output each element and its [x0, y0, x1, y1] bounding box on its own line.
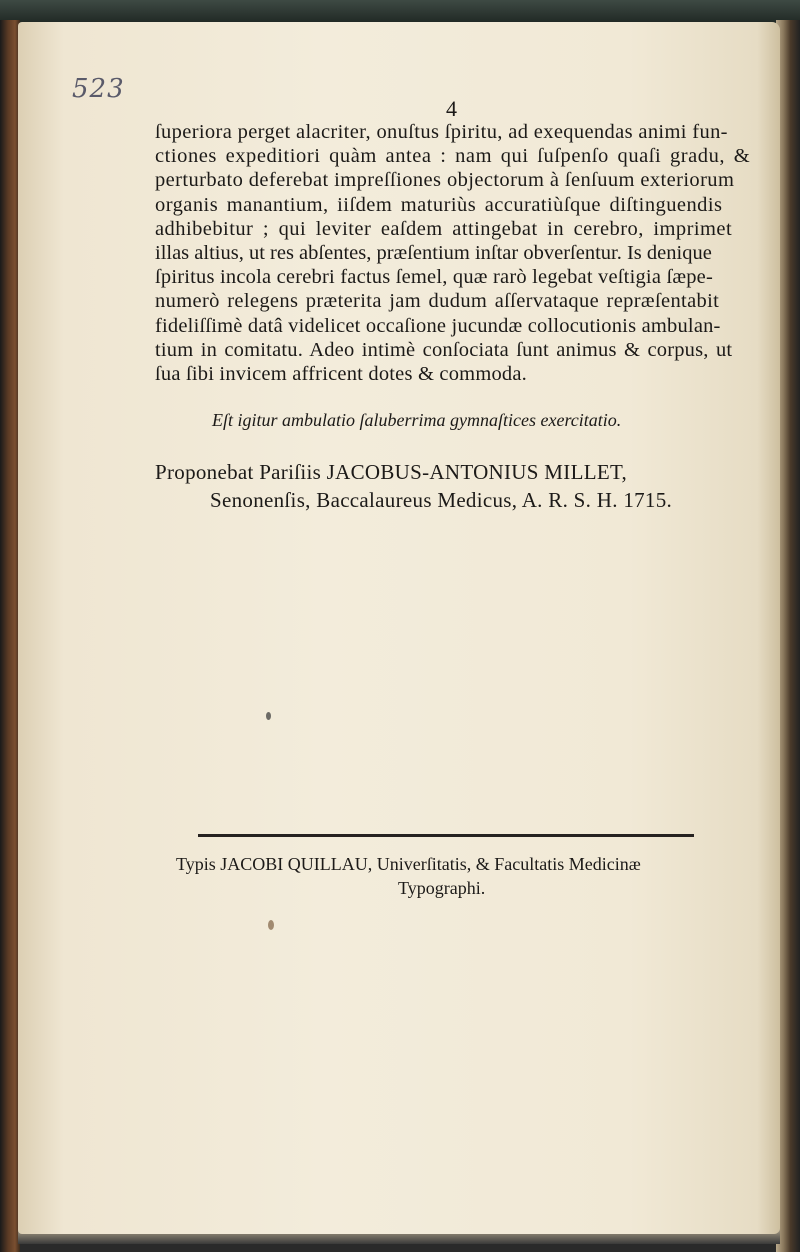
proposer-line-2: Senonenſis, Baccalaureus Medicus, A. R. S. H. 1715. — [210, 488, 673, 512]
body-line: organis manantium, iiſdem maturiùs accuratiùſque diſtinguendis — [155, 193, 723, 216]
body-line: numerò relegens præterita jam dudum aſſervataque repræſentabit — [155, 290, 720, 313]
body-line: perturbato deferebat impreſſiones objectorum à ſenſuum exteriorum — [155, 169, 735, 192]
body-line: ſpiritus incola cerebri factus ſemel, quæ rarò legebat veſtigia ſæpe- — [155, 266, 713, 289]
body-line: ſua ſibi invicem affricent dotes & commoda. — [155, 363, 527, 386]
page-number: 4 — [446, 96, 457, 121]
conclusion-line: Eſt igitur ambulatio ſaluberrima gymnaſtices exercitatio. — [212, 410, 622, 430]
proposer-block — [155, 458, 775, 514]
imprint-line-2: Typographi. — [398, 878, 486, 898]
ink-mark — [266, 712, 271, 720]
manuscript-number: 523 — [72, 74, 125, 104]
book-cover-edge — [0, 20, 20, 1252]
imprint-line-1: Typis JACOBI QUILLAU, Univerſitatis, & Facultatis Medicinæ — [176, 854, 641, 874]
body-line: ctiones expeditiori quàm antea : nam qui ſuſpenſo quaſi gradu, & — [155, 145, 751, 168]
proposer-line-1: Proponebat Pariſiis JACOBUS-ANTONIUS MILLET, — [155, 460, 628, 484]
printer-imprint — [176, 852, 786, 900]
body-line: tium in comitatu. Adeo intimè conſociata ſunt animus & corpus, ut — [155, 338, 733, 361]
ink-blot — [268, 920, 274, 930]
body-line: adhibebitur ; qui leviter eaſdem attingebat in cerebro, imprimet — [155, 217, 733, 240]
body-line: illas altius, ut res abſentes, præſentium inſtar obverſentur. Is denique — [155, 242, 712, 265]
body-line: ſuperiora perget alacriter, onuſtus ſpiritu, ad exequendas animi fun- — [155, 121, 728, 143]
body-line: fideliſſimè datâ videlicet occaſione jucundæ collocutionis ambulan- — [155, 314, 721, 337]
horizontal-rule — [198, 834, 694, 837]
body-paragraph — [155, 120, 765, 386]
